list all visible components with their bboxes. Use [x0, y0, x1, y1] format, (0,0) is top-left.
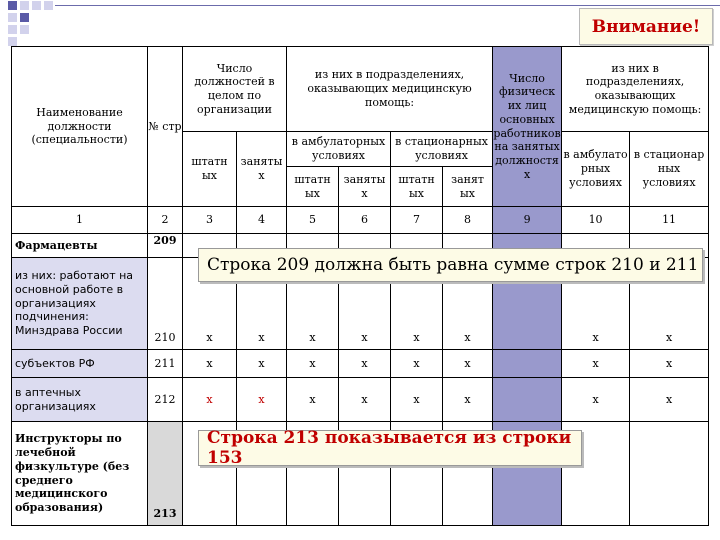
- header-inpatient: в стационарных условиях: [391, 132, 493, 167]
- x-mark: x: [443, 378, 493, 422]
- header-persons: Число физическ их лиц основных работников на занятых должностя х: [493, 47, 562, 207]
- column-number: 1: [12, 207, 148, 234]
- note-row-213: Строка 213 показывается из строки 153: [198, 430, 582, 466]
- column-number: 6: [339, 207, 391, 234]
- x-mark: x: [237, 350, 287, 378]
- column-number: 10: [562, 207, 630, 234]
- x-mark: x: [339, 378, 391, 422]
- x-mark: x: [630, 350, 709, 378]
- header-subdivisions: из них в подразделениях, оказывающих медицинскую помощь:: [287, 47, 493, 132]
- x-mark: x: [443, 258, 493, 350]
- row-line: 212: [148, 378, 183, 422]
- decor-square: [8, 13, 17, 22]
- x-mark: x: [562, 350, 630, 378]
- header-staff: штатн ых: [183, 132, 237, 207]
- header-inpatient-persons: в стационар ных условиях: [630, 132, 709, 207]
- row-name: субъектов РФ: [12, 350, 148, 378]
- header-outpatient: в амбулаторных условиях: [287, 132, 391, 167]
- x-mark: x: [287, 350, 339, 378]
- row-name: в аптечных организациях: [12, 378, 148, 422]
- column-number: 2: [148, 207, 183, 234]
- decor-square: [8, 37, 17, 46]
- decor-square: [8, 1, 17, 10]
- column-number: 5: [287, 207, 339, 234]
- decor-square: [20, 25, 29, 34]
- warning-label: Внимание!: [579, 8, 713, 45]
- column-number: 4: [237, 207, 287, 234]
- decor-square: [8, 25, 17, 34]
- table-row: [12, 378, 709, 422]
- x-mark: x: [630, 258, 709, 350]
- x-mark: x: [183, 258, 237, 350]
- x-mark: x: [562, 258, 630, 350]
- column-number: 11: [630, 207, 709, 234]
- x-mark: x: [391, 258, 443, 350]
- decor-square: [20, 1, 29, 10]
- x-mark: x: [391, 350, 443, 378]
- decor-square: [32, 1, 41, 10]
- header-inpatient-occupied: занят ых: [443, 167, 493, 207]
- x-mark: x: [183, 378, 237, 422]
- header-outpatient-persons: в амбулато рных условиях: [562, 132, 630, 207]
- column-number-row: [12, 207, 709, 234]
- header-total-positions: Число должностей в целом по организации: [183, 47, 287, 132]
- decor-square: [44, 1, 53, 10]
- note-row-209: Строка 209 должна быть равна сумме строк 210 и 211: [198, 248, 703, 282]
- x-mark: x: [287, 378, 339, 422]
- row-name: из них: работают на основной работе в организациях подчинения: Минздрава России: [12, 258, 148, 350]
- column-number: 9: [493, 207, 562, 234]
- header-subdivisions-persons: из них в подразделениях, оказывающих медицинскую помощь:: [562, 47, 709, 132]
- x-mark: x: [443, 350, 493, 378]
- row-line: 211: [148, 350, 183, 378]
- header-occupied: заняты х: [237, 132, 287, 207]
- x-mark: x: [237, 378, 287, 422]
- row-line: 210: [148, 258, 183, 350]
- column-number: 7: [391, 207, 443, 234]
- x-mark: x: [339, 350, 391, 378]
- x-mark: x: [391, 378, 443, 422]
- header-outpatient-staff: штатн ых: [287, 167, 339, 207]
- header-outpatient-occupied: заняты х: [339, 167, 391, 207]
- row-name: Инструкторы по лечебной физкультуре (без среднего медицинского образования): [12, 422, 148, 526]
- x-mark: x: [339, 258, 391, 350]
- x-mark: x: [630, 378, 709, 422]
- x-mark: x: [287, 258, 339, 350]
- decor-square: [20, 13, 29, 22]
- header-position: Наименование должности (специальности): [12, 47, 148, 207]
- column-number: 3: [183, 207, 237, 234]
- header-inpatient-staff: штатн ых: [391, 167, 443, 207]
- table-row: [12, 350, 709, 378]
- row-line: 209: [148, 234, 183, 258]
- row-name: Фармацевты: [12, 234, 148, 258]
- x-mark: x: [183, 350, 237, 378]
- row-line: 213: [148, 422, 183, 526]
- decor-line: [55, 5, 720, 6]
- x-mark: x: [562, 378, 630, 422]
- x-mark: x: [237, 258, 287, 350]
- header-line-number: № стр: [148, 47, 183, 207]
- column-number: 8: [443, 207, 493, 234]
